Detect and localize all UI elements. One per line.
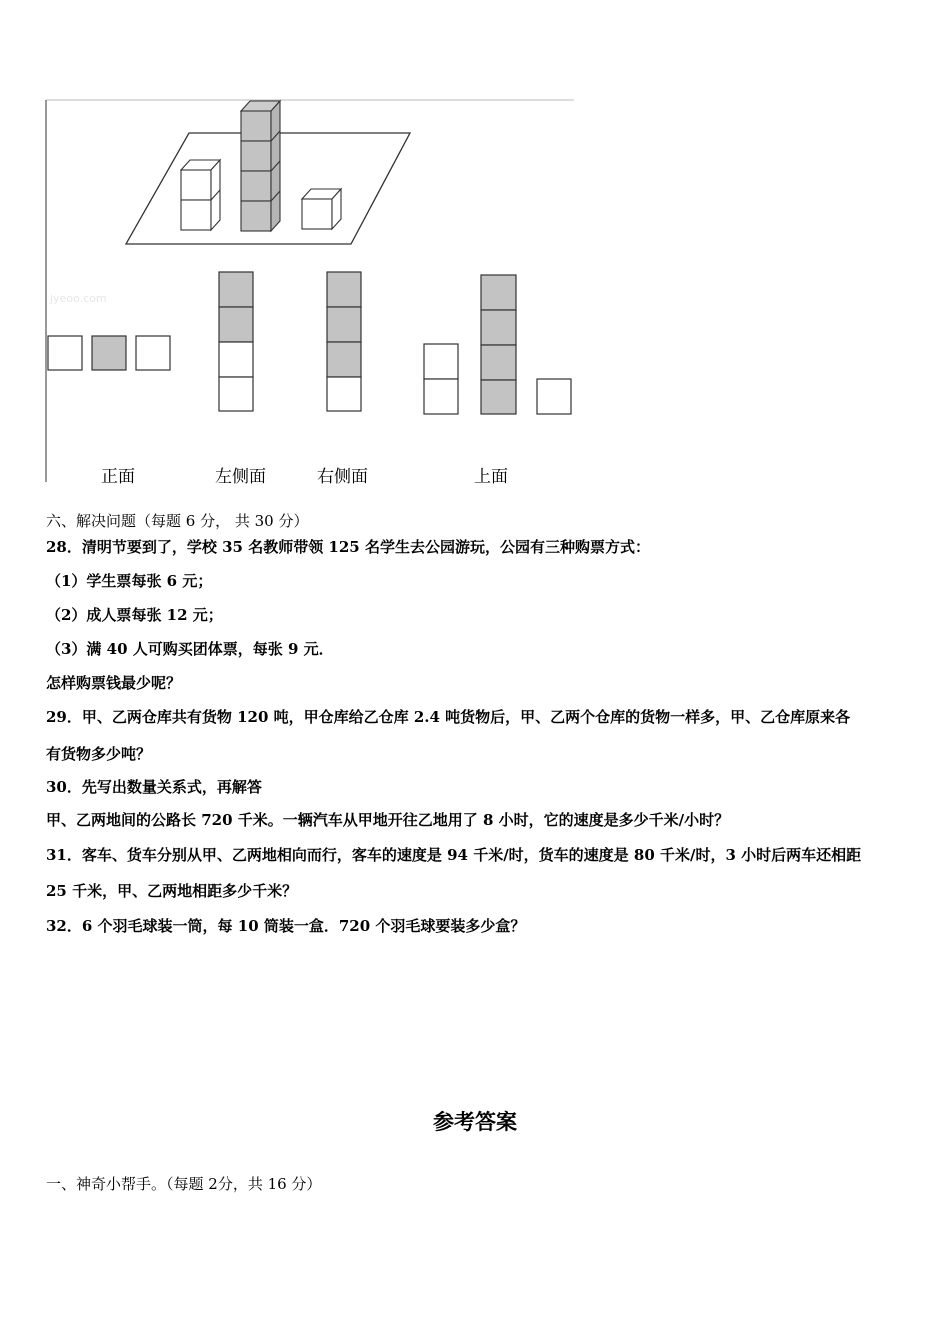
- left-side-view: [219, 272, 253, 411]
- top-view-square: [424, 344, 458, 379]
- stack-middle-3d: [241, 101, 280, 231]
- cube-views-figure: [44, 98, 576, 484]
- top-view-square: [481, 310, 516, 345]
- top-view-square: [424, 379, 458, 414]
- front-view-square: [92, 336, 126, 370]
- section6-heading: 六、解决问题（每题 6 分， 共 30 分）: [46, 512, 309, 530]
- q28-stem: 28．清明节要到了，学校 35 名教师带领 125 名学生去公园游玩，公园有三种购票方式：: [46, 538, 650, 556]
- answers-section1-heading: 一、神奇小帮手。（每题 2分，共 16 分）: [46, 1175, 322, 1193]
- top-view-square: [481, 380, 516, 414]
- q31-line1: 31．客车、货车分别从甲、乙两地相向而行，客车的速度是 94 千米/时，货车的速度是 80 千米/时，3 小时后两车还相距: [46, 846, 862, 864]
- q30-line1: 30．先写出数量关系式，再解答: [46, 778, 262, 796]
- answers-title: 参考答案: [433, 1110, 517, 1134]
- front-view-square: [48, 336, 82, 370]
- right-view-square: [327, 272, 361, 307]
- q28-option-3: （3）满 40 人可购买团体票，每张 9 元．: [46, 640, 334, 658]
- watermark: jyeoo.com: [50, 292, 107, 305]
- top-view-square: [537, 379, 571, 414]
- q29-line2: 有货物多少吨？: [46, 745, 152, 763]
- q30-line2: 甲、乙两地间的公路长 720 千米。一辆汽车从甲地开往乙地用了 8 小时，它的速度是多少千米/小时？: [46, 811, 730, 829]
- q28-option-1: （1）学生票每张 6 元；: [46, 572, 213, 590]
- label-front-view: 正面: [101, 467, 135, 487]
- front-view-square: [136, 336, 170, 370]
- stack-right-3d: [302, 189, 341, 229]
- right-view-square: [327, 342, 361, 377]
- left-view-square: [219, 342, 253, 377]
- label-top-view: 上面: [474, 467, 508, 487]
- right-view-square: [327, 377, 361, 411]
- q32: 32．6 个羽毛球装一筒，每 10 筒装一盒．720 个羽毛球要装多少盒？: [46, 917, 526, 935]
- q28-ask: 怎样购票钱最少呢？: [46, 674, 182, 692]
- right-side-view: [327, 272, 361, 411]
- label-left-side-view: 左侧面: [215, 467, 266, 487]
- top-view-square: [481, 345, 516, 380]
- top-view: [424, 275, 571, 414]
- label-right-side-view: 右侧面: [317, 467, 368, 487]
- stack-left-3d: [181, 160, 220, 230]
- right-view-square: [327, 307, 361, 342]
- left-view-square: [219, 272, 253, 307]
- cube-views-svg: [44, 98, 576, 484]
- front-view: [48, 336, 170, 370]
- q31-line2: 25 千米，甲、乙两地相距多少千米？: [46, 882, 298, 900]
- top-view-square: [481, 275, 516, 310]
- left-view-square: [219, 307, 253, 342]
- q29-line1: 29．甲、乙两仓库共有货物 120 吨，甲仓库给乙仓库 2.4 吨货物后，甲、乙两个仓库的货物一样多，甲、乙仓库原来各: [46, 708, 851, 726]
- left-view-square: [219, 377, 253, 411]
- q28-option-2: （2）成人票每张 12 元；: [46, 606, 223, 624]
